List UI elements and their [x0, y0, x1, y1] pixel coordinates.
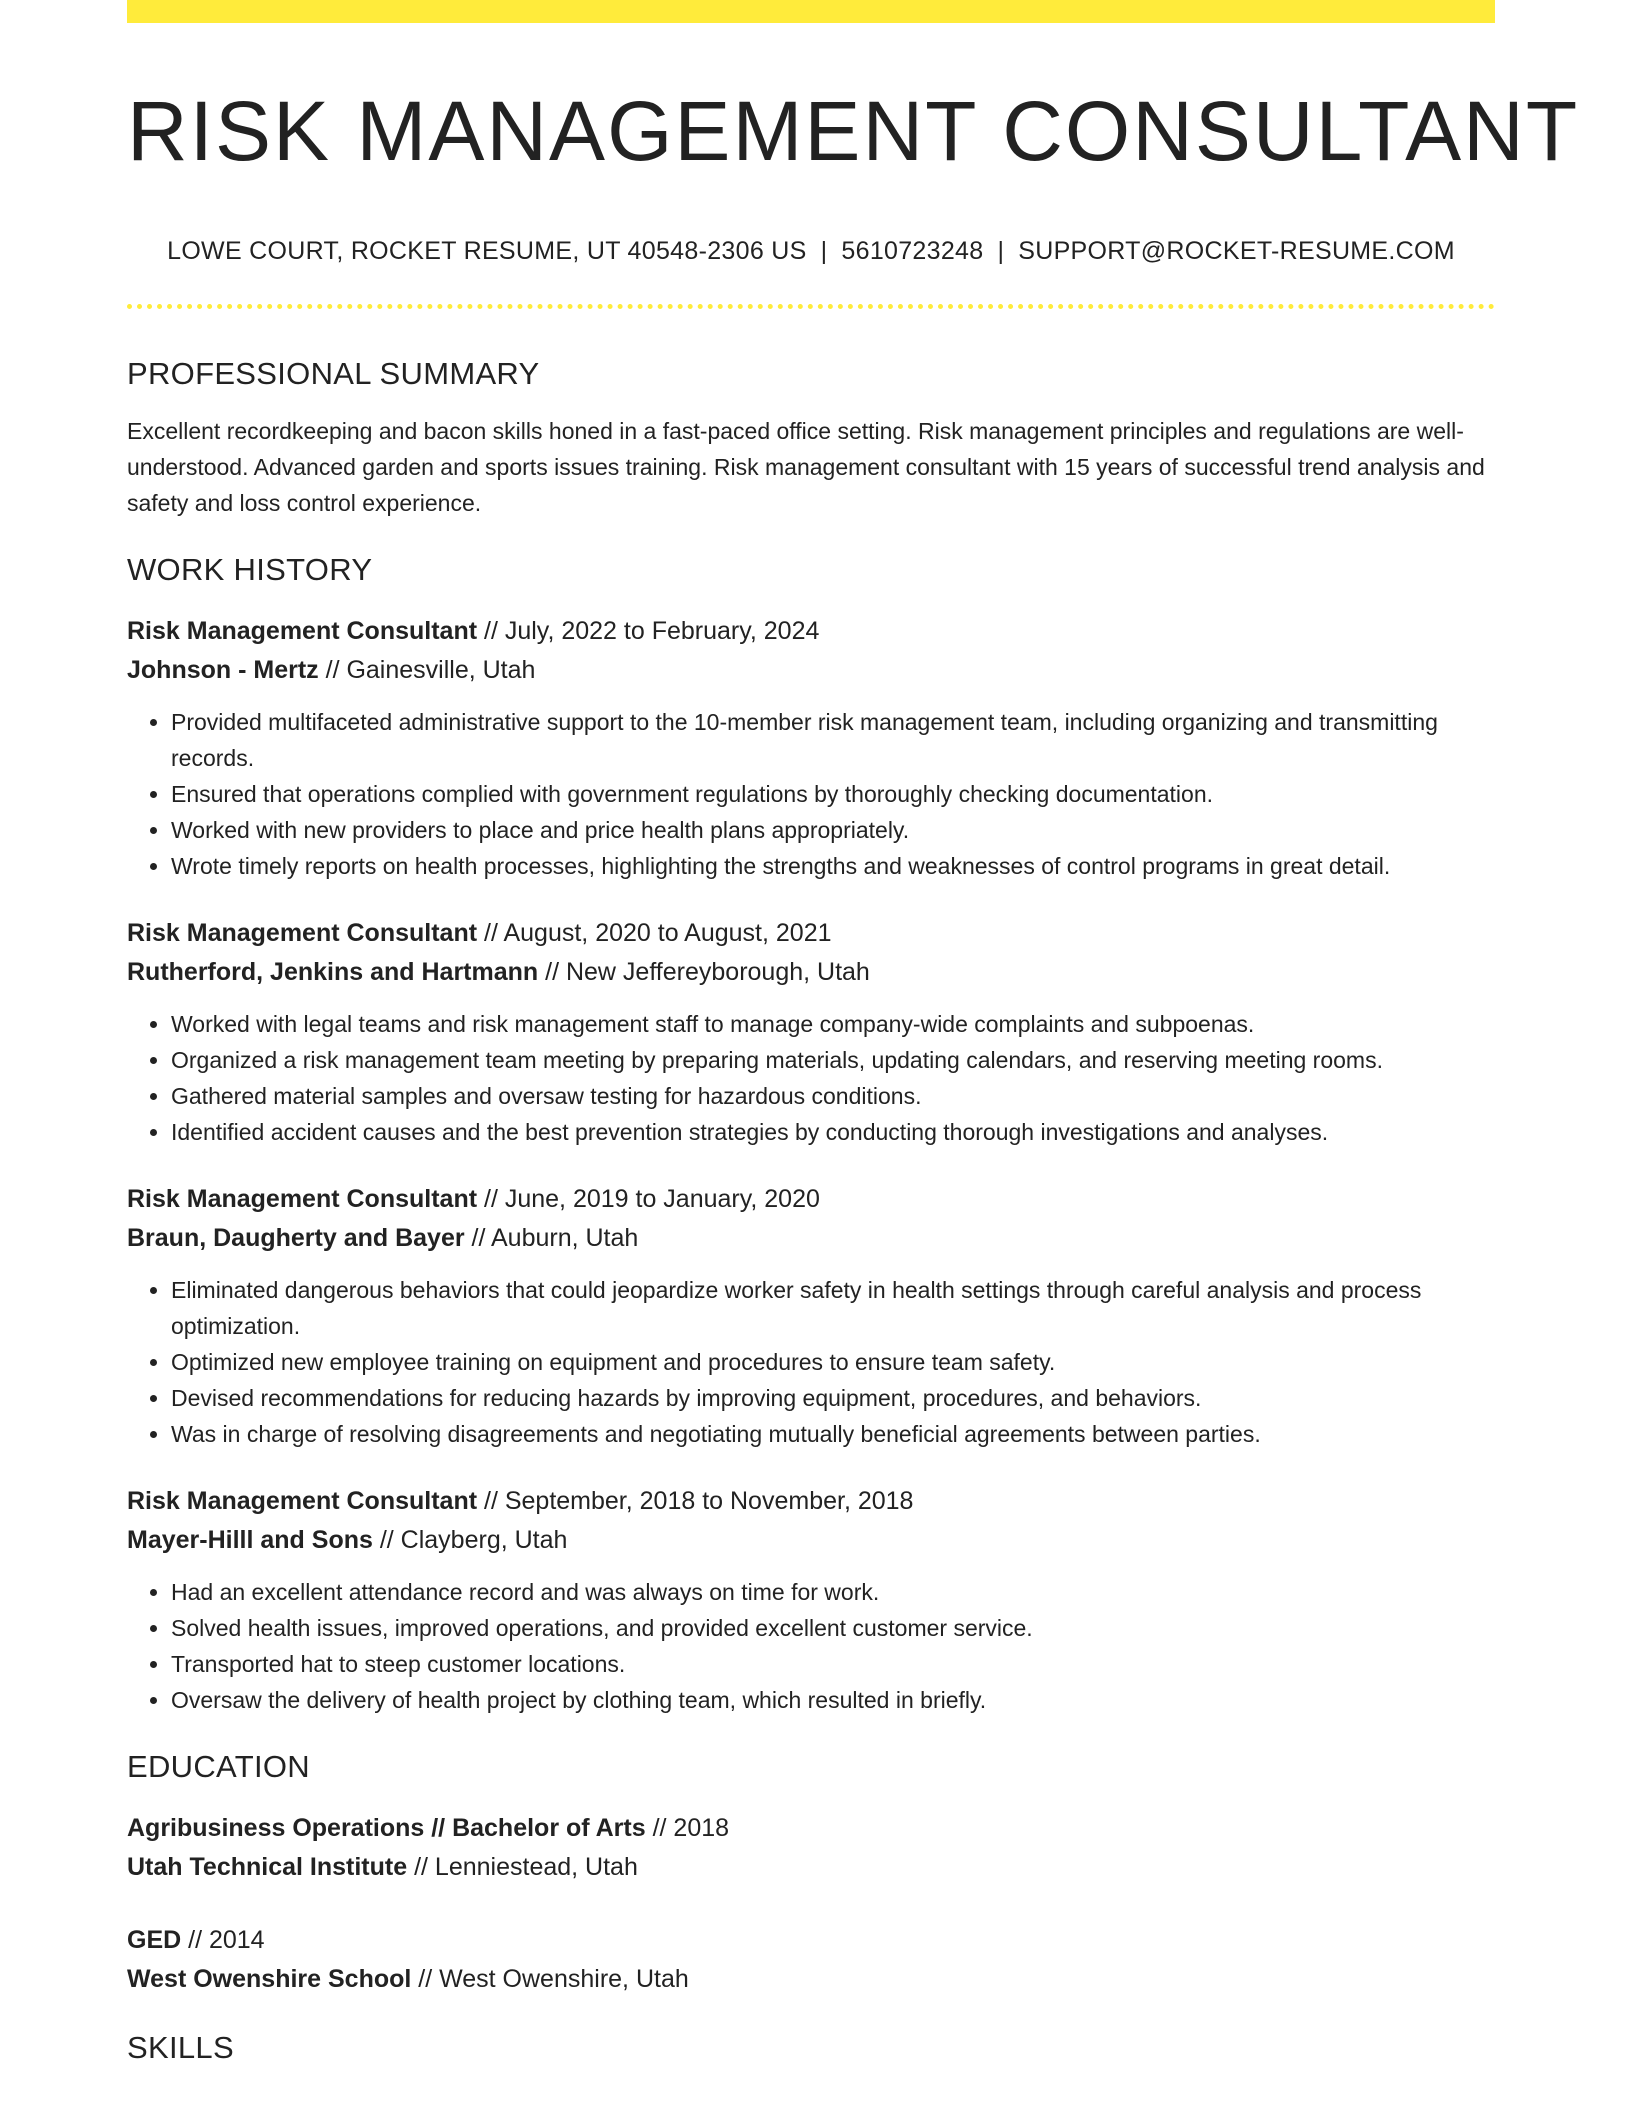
- education-entry: [127, 1809, 1495, 1887]
- job-title: Risk Management Consultant: [127, 616, 478, 645]
- job-entry: [127, 1180, 1495, 1452]
- contact-email: SUPPORT@ROCKET-RESUME.COM: [1018, 237, 1455, 266]
- job-bullet: • Wrote timely reports on health processes, highlighting the strengths and weaknesses of control programs in great detail.: [171, 848, 1495, 884]
- education-entry: [127, 1921, 1495, 1999]
- job-bullet: • Worked with legal teams and risk management staff to manage company-wide complaints and subpoenas.: [171, 1006, 1495, 1042]
- job-bullet: • Transported hat to steep customer locations.: [171, 1646, 1495, 1682]
- job-bullet: • Was in charge of resolving disagreements and negotiating mutually beneficial agreements between parties.: [171, 1416, 1495, 1452]
- job-bullet: • Optimized new employee training on equipment and procedures to ensure team safety.: [171, 1344, 1495, 1380]
- job-bullet: • Worked with new providers to place and price health plans appropriately.: [171, 812, 1495, 848]
- job-company: Mayer-Hilll and Sons: [127, 1525, 373, 1554]
- resume-name: RISK MANAGEMENT CONSULTANT: [127, 84, 1580, 178]
- contact-separator: |: [997, 237, 1005, 266]
- work-history-heading: WORK HISTORY: [127, 551, 373, 587]
- job-location: // New Jeffereyborough, Utah: [538, 957, 870, 986]
- job-bullets: [127, 1006, 1495, 1150]
- job-company: Braun, Daugherty and Bayer: [127, 1223, 465, 1252]
- job-bullet: • Eliminated dangerous behaviors that could jeopardize worker safety in health settings through careful analysis and process optimization.: [171, 1272, 1495, 1344]
- job-dates: // July, 2022 to February, 2024: [477, 616, 820, 645]
- education-year: // 2014: [181, 1925, 265, 1954]
- job-bullets: [127, 704, 1495, 884]
- contact-separator: |: [820, 237, 828, 266]
- job-bullets: [127, 1574, 1495, 1718]
- contact-phone: 5610723248: [841, 237, 984, 266]
- job-dates: // June, 2019 to January, 2020: [477, 1184, 820, 1213]
- job-dates: // September, 2018 to November, 2018: [477, 1486, 914, 1515]
- job-bullet: • Oversaw the delivery of health project by clothing team, which resulted in briefly.: [171, 1682, 1495, 1718]
- job-bullet: • Had an excellent attendance record and was always on time for work.: [171, 1574, 1495, 1610]
- education-heading: EDUCATION: [127, 1748, 310, 1784]
- job-bullet: • Devised recommendations for reducing hazards by improving equipment, procedures, and behaviors.: [171, 1380, 1495, 1416]
- job-title: Risk Management Consultant: [127, 918, 478, 947]
- summary-heading: PROFESSIONAL SUMMARY: [127, 356, 540, 392]
- job-bullets: [127, 1272, 1495, 1452]
- contact-address: LOWE COURT, ROCKET RESUME, UT 40548-2306 US: [167, 237, 807, 266]
- summary-text: Excellent recordkeeping and bacon skills honed in a fast-paced office setting. Risk management principles and regulations are well-understood. Advanced garden and sports issues training. Risk management consultant with 15 years of successful trend analysis and safety and loss control experience.: [127, 417, 1485, 516]
- skills-heading: SKILLS: [127, 2029, 234, 2065]
- job-entry: [127, 612, 1495, 884]
- job-bullet: • Identified accident causes and the best prevention strategies by conducting thorough investigations and analyses.: [171, 1114, 1495, 1150]
- education-degree: Agribusiness Operations // Bachelor of Arts: [127, 1813, 646, 1842]
- accent-top-bar: [127, 0, 1495, 23]
- job-entry: [127, 914, 1495, 1150]
- job-bullet: • Organized a risk management team meeting by preparing materials, updating calendars, and reserving meeting rooms.: [171, 1042, 1495, 1078]
- job-title: Risk Management Consultant: [127, 1184, 478, 1213]
- job-dates: // August, 2020 to August, 2021: [477, 918, 832, 947]
- job-bullet: • Gathered material samples and oversaw testing for hazardous conditions.: [171, 1078, 1495, 1114]
- resume-page: [127, 0, 1580, 2066]
- job-company: Rutherford, Jenkins and Hartmann: [127, 957, 539, 986]
- job-location: // Clayberg, Utah: [372, 1525, 568, 1554]
- education-location: // Lenniestead, Utah: [407, 1852, 638, 1881]
- job-bullet: • Ensured that operations complied with government regulations by thoroughly checking documentation.: [171, 776, 1495, 812]
- contact-line: [127, 237, 1495, 266]
- job-location: // Auburn, Utah: [464, 1223, 639, 1252]
- education-school: West Owenshire School: [127, 1964, 412, 1993]
- job-entry: [127, 1482, 1495, 1718]
- job-bullet: • Provided multifaceted administrative support to the 10-member risk management team, including organizing and transmitting records.: [171, 704, 1495, 776]
- job-title: Risk Management Consultant: [127, 1486, 478, 1515]
- job-bullet: • Solved health issues, improved operations, and provided excellent customer service.: [171, 1610, 1495, 1646]
- dotted-divider: [127, 304, 1495, 309]
- education-school: Utah Technical Institute: [127, 1852, 408, 1881]
- education-location: // West Owenshire, Utah: [411, 1964, 689, 1993]
- education-degree: GED: [127, 1925, 182, 1954]
- job-company: Johnson - Mertz: [127, 655, 319, 684]
- work-history-list: [127, 612, 1495, 1718]
- education-year: // 2018: [645, 1813, 730, 1842]
- job-location: // Gainesville, Utah: [318, 655, 536, 684]
